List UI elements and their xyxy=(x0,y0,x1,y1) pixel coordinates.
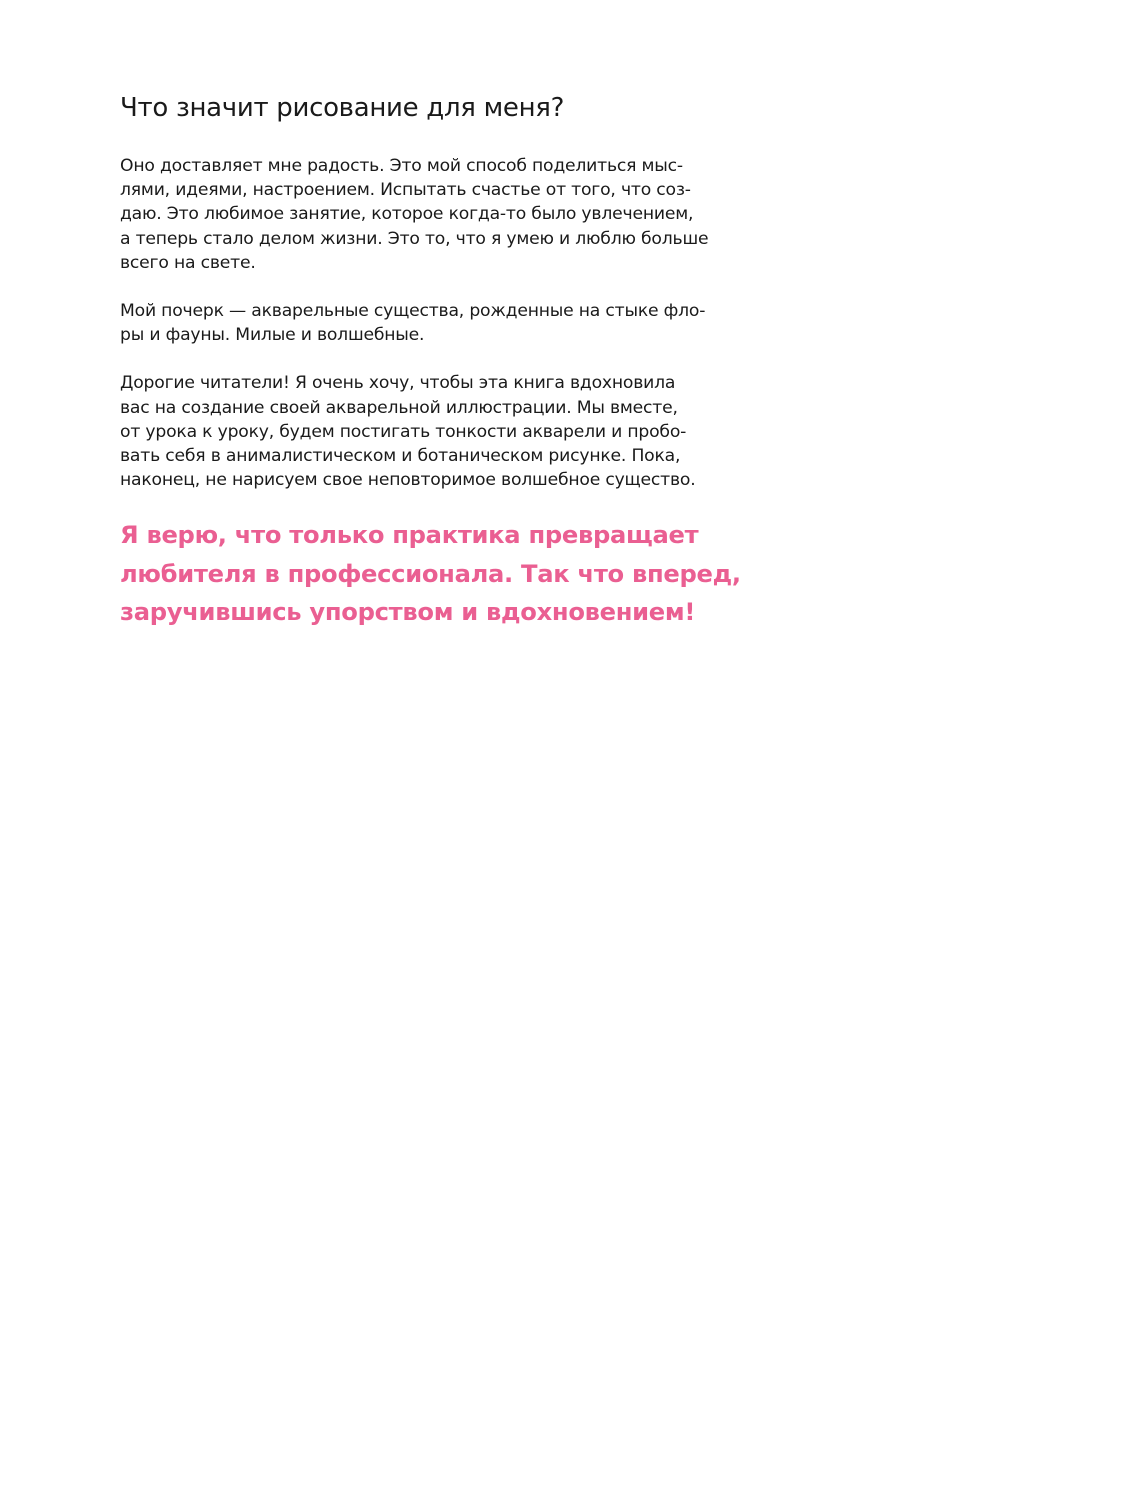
quote-line: любителя в профессионала. Так что вперед, xyxy=(120,559,741,588)
highlight-quote xyxy=(120,516,740,631)
text-line: Мой почерк — акварельные существа, рожденные на стыке фло- xyxy=(120,301,706,322)
text-line: а теперь стало делом жизни. Это то, что я умею и люблю больше xyxy=(120,228,709,249)
quote-line: заручившись упорством и вдохновением! xyxy=(120,598,696,627)
text-line: всего на свете. xyxy=(120,252,256,273)
body-text xyxy=(120,154,740,492)
text-line: наконец, не нарисуем свое неповторимое волшебное существо. xyxy=(120,470,696,491)
paragraph-joy xyxy=(120,154,740,275)
quote-line: Я верю, что только практика превращает xyxy=(120,521,699,550)
paragraph-readers xyxy=(120,371,740,492)
paragraph-style xyxy=(120,299,740,347)
text-line: лями, идеями, настроением. Испытать счастье от того, что соз- xyxy=(120,180,691,201)
text-line: даю. Это любимое занятие, которое когда-то было увлечением, xyxy=(120,204,694,225)
text-line: вас на создание своей акварельной иллюстрации. Мы вместе, xyxy=(120,397,678,418)
text-line: ры и фауны. Милые и волшебные. xyxy=(120,325,425,346)
text-line: Оно доставляет мне радость. Это мой способ поделиться мыс- xyxy=(120,156,683,176)
page-heading: Что значит рисование для меня? xyxy=(120,93,565,123)
text-line: вать себя в анималистическом и ботаническом рисунке. Пока, xyxy=(120,446,681,467)
text-line: Дорогие читатели! Я очень хочу, чтобы эта книга вдохновила xyxy=(120,373,676,394)
page-content xyxy=(120,88,740,631)
text-line: от урока к уроку, будем постигать тонкости акварели и пробо- xyxy=(120,421,687,442)
